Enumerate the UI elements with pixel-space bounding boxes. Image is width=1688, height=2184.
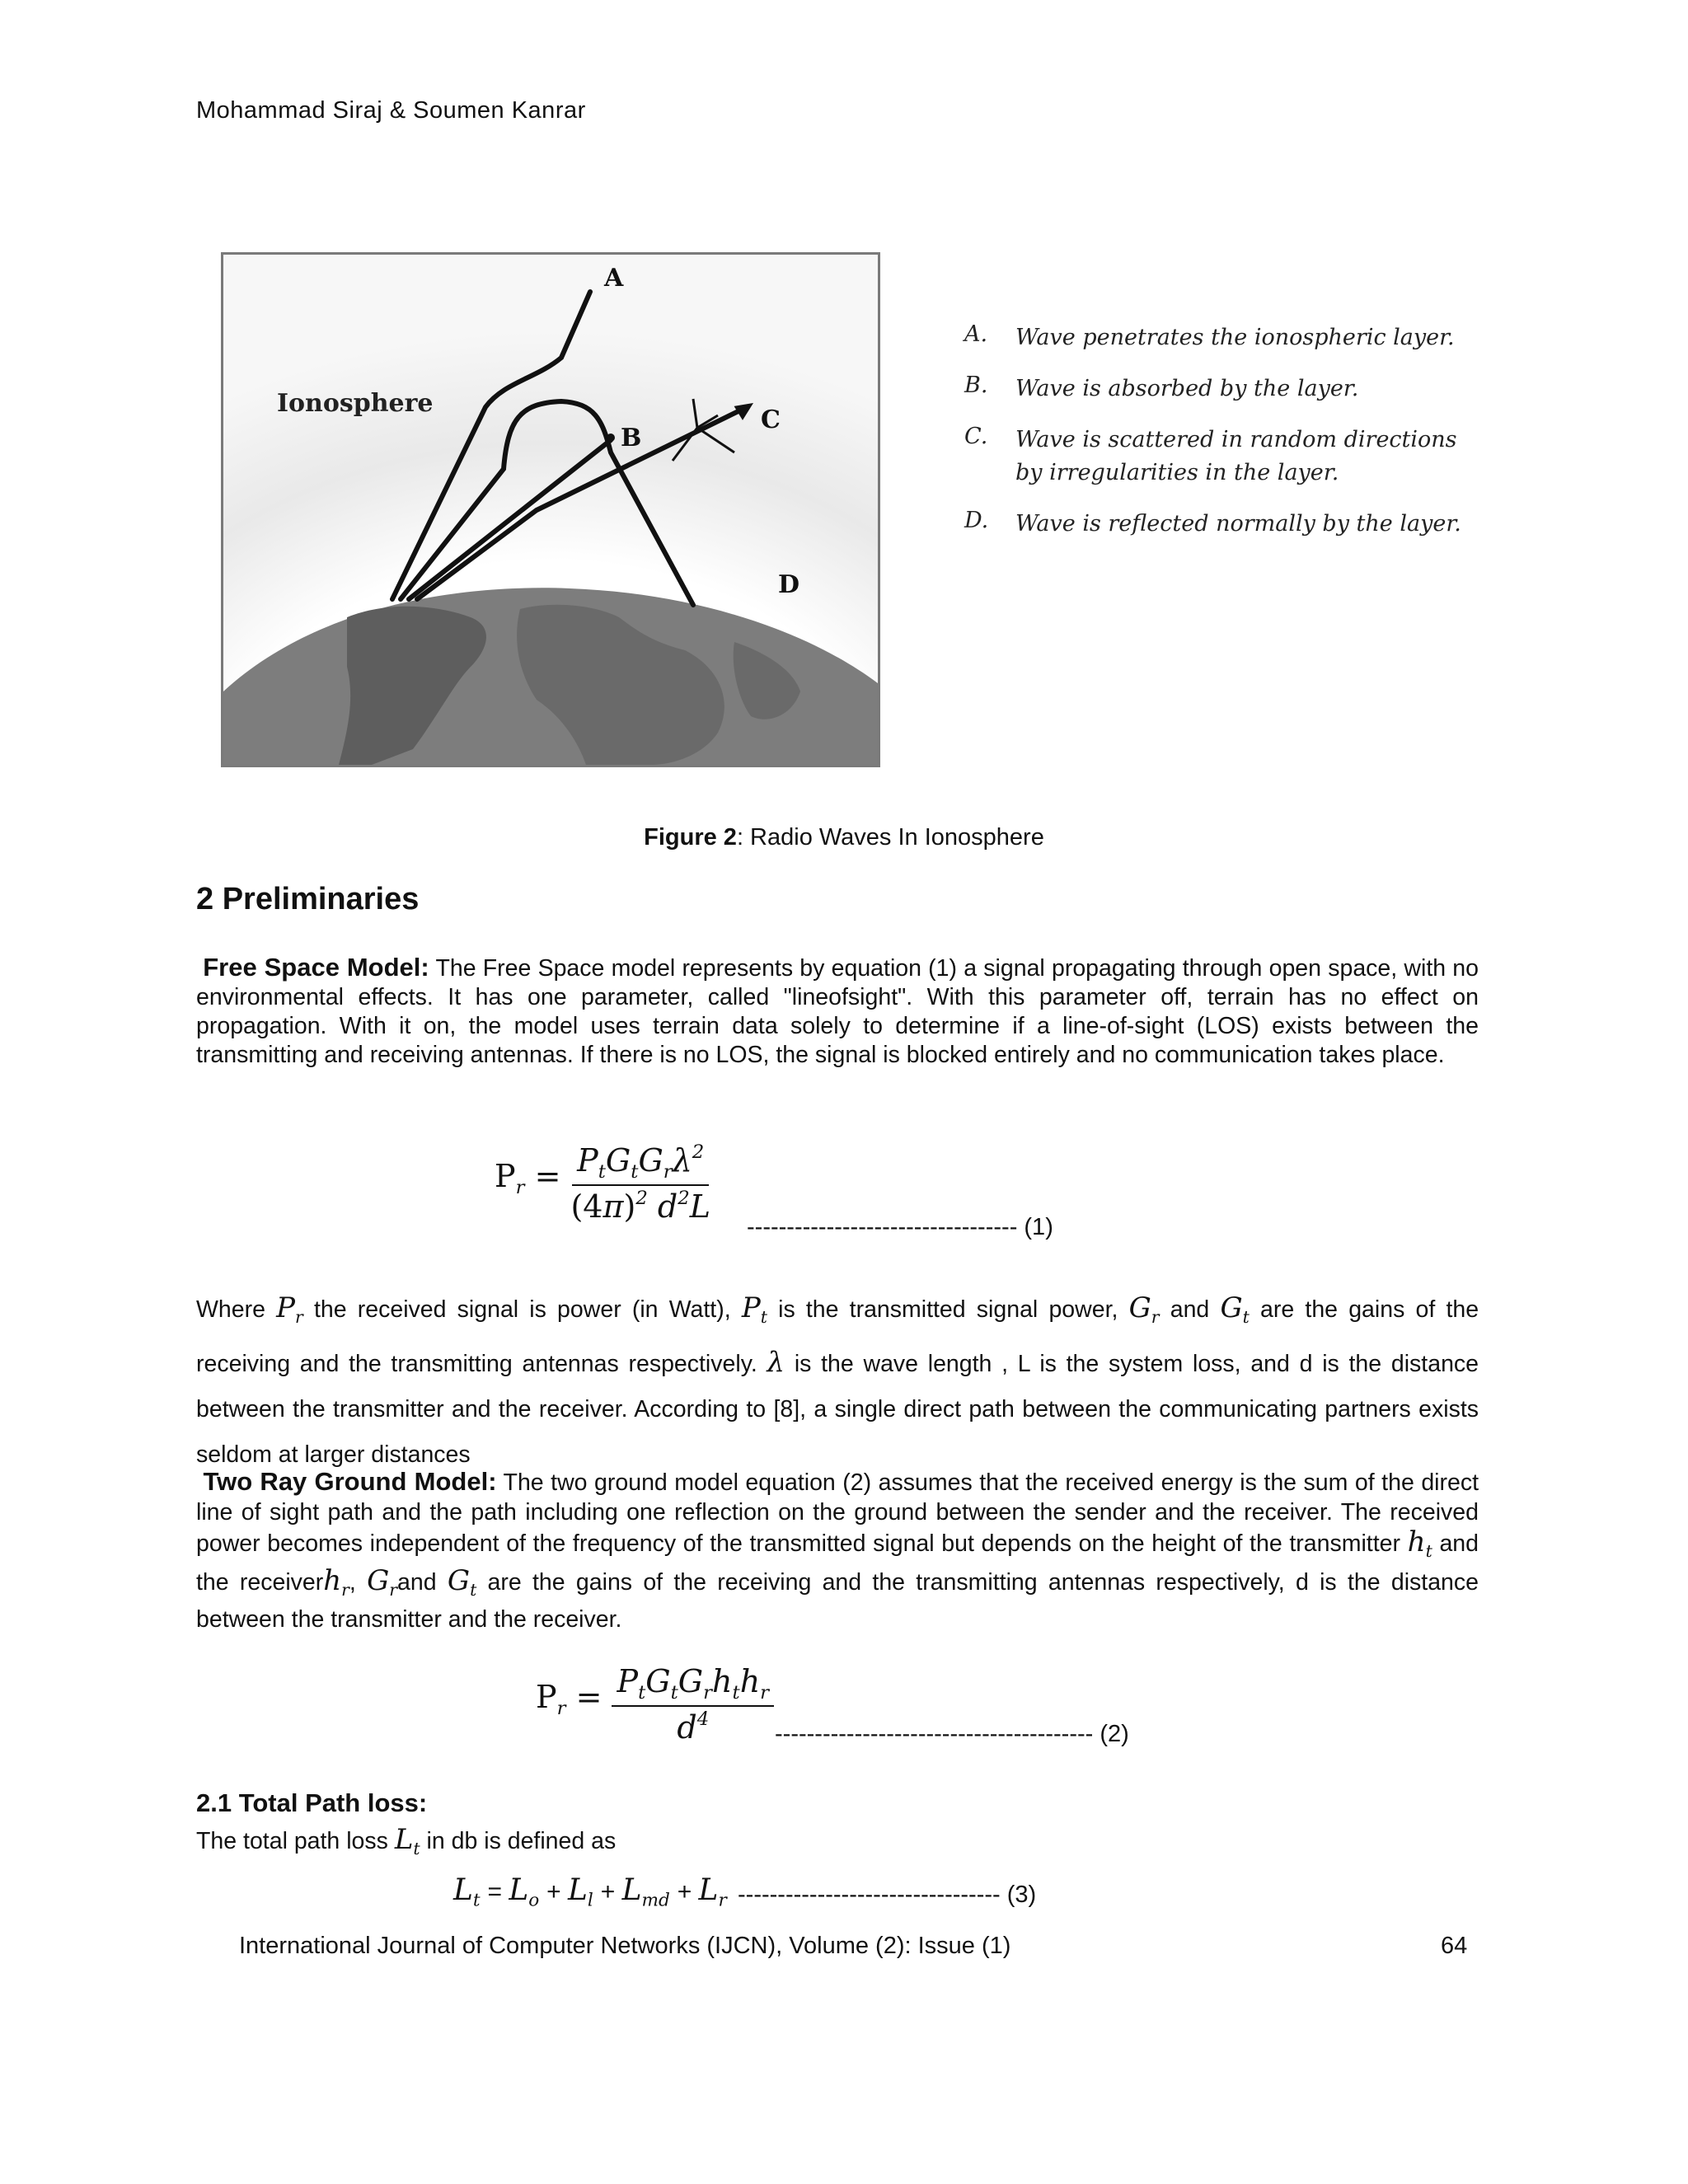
label-ionosphere: Ionosphere: [277, 389, 434, 418]
equation-1: $P_r$ = $\frac{P_tG_tG_r\lambda^2}{(4\pi)^2 d^2L}$: [495, 1141, 710, 1225]
journal-footer: International Journal of Computer Networks (IJCN), Volume (2): Issue (1): [239, 1933, 1011, 1959]
legend-item: B. Wave is absorbed by the layer.: [964, 373, 1359, 401]
figure-legend: [964, 321, 1477, 559]
running-header: Mohammad Siraj & Soumen Kanrar: [196, 97, 586, 124]
equation-3-number: --------------------------------- (3): [738, 1882, 1037, 1908]
equation-1-number: ---------------------------------- (1): [747, 1214, 1053, 1240]
two-ray-lead: Two Ray Ground Model:: [203, 1467, 497, 1496]
ionosphere-diagram: [223, 255, 878, 765]
label-c: C: [761, 405, 781, 434]
free-space-lead: Free Space Model:: [203, 953, 429, 982]
equation-2-number: ---------------------------------------- (2): [775, 1721, 1129, 1747]
equation-3: $L_t = L_o + L_l + L_{md} + L_r$: [453, 1873, 727, 1911]
path-loss-intro: The total path loss $L_t$ in db is defined as: [196, 1823, 617, 1859]
free-space-paragraph: [196, 953, 1479, 1070]
figure-caption: Figure 2: Radio Waves In Ionosphere: [644, 824, 1044, 851]
label-d: D: [778, 570, 800, 599]
section-title: 2 Preliminaries: [196, 882, 420, 916]
label-b: B: [621, 424, 642, 452]
free-space-text: The Free Space model represents by equation (1) a signal propagating through open space, with no environmental effects. It has one parameter, called "lineofsight". With this parameter off, terrain has no effect on propagation. With it on, the model uses terrain data solely to determine if a line-of-sight (LOS) exists between the transmitting and receiving antennas. If there is no LOS, the signal is blocked entirely and no communication takes place.: [196, 955, 1479, 1068]
ionosphere-figure: [221, 252, 880, 767]
legend-item: A. Wave penetrates the ionospheric layer.: [964, 321, 1455, 350]
two-ray-paragraph: Two Ray Ground Model: The two ground model equation (2) assumes that the received energy is the sum of the direct line of sight path and the path including one reflection on the ground between the sender and the receiver. The received power becomes independent of the frequency of the transmitted signal but depends on the height of the transmitter $h_t$ and the receiverh$_r$, $G_rand$ $G_t$ are the gains of the receiving and the transmitting antennas respectively, d is the distance between the transmitter and the receiver.: [196, 1467, 1479, 1633]
equation-2: $P_r$ = $\frac{P_tG_tG_rh_th_r}{d^4}$: [536, 1663, 774, 1746]
subsection-title: 2.1 Total Path loss:: [196, 1788, 428, 1817]
where-paragraph: Where $P_r$ the received signal is power (in Watt), $P_t$ is the transmitted signal power, $G_r$ and $G_t$ are the gains of the receiving and the transmitting antennas respectively. λ is the wave length , L is the system loss, and d is the distance between the transmitter and the receiver. According to [8], a single direct path between the communicating partners exists seldom at larger distances: [196, 1291, 1479, 1469]
label-a: A: [604, 264, 624, 293]
legend-item: D. Wave is reflected normally by the layer.: [964, 508, 1461, 537]
page-number: 64: [1441, 1933, 1468, 1959]
legend-item: C. Wave is scattered in random directions by irregularities in the layer.: [964, 424, 1457, 485]
